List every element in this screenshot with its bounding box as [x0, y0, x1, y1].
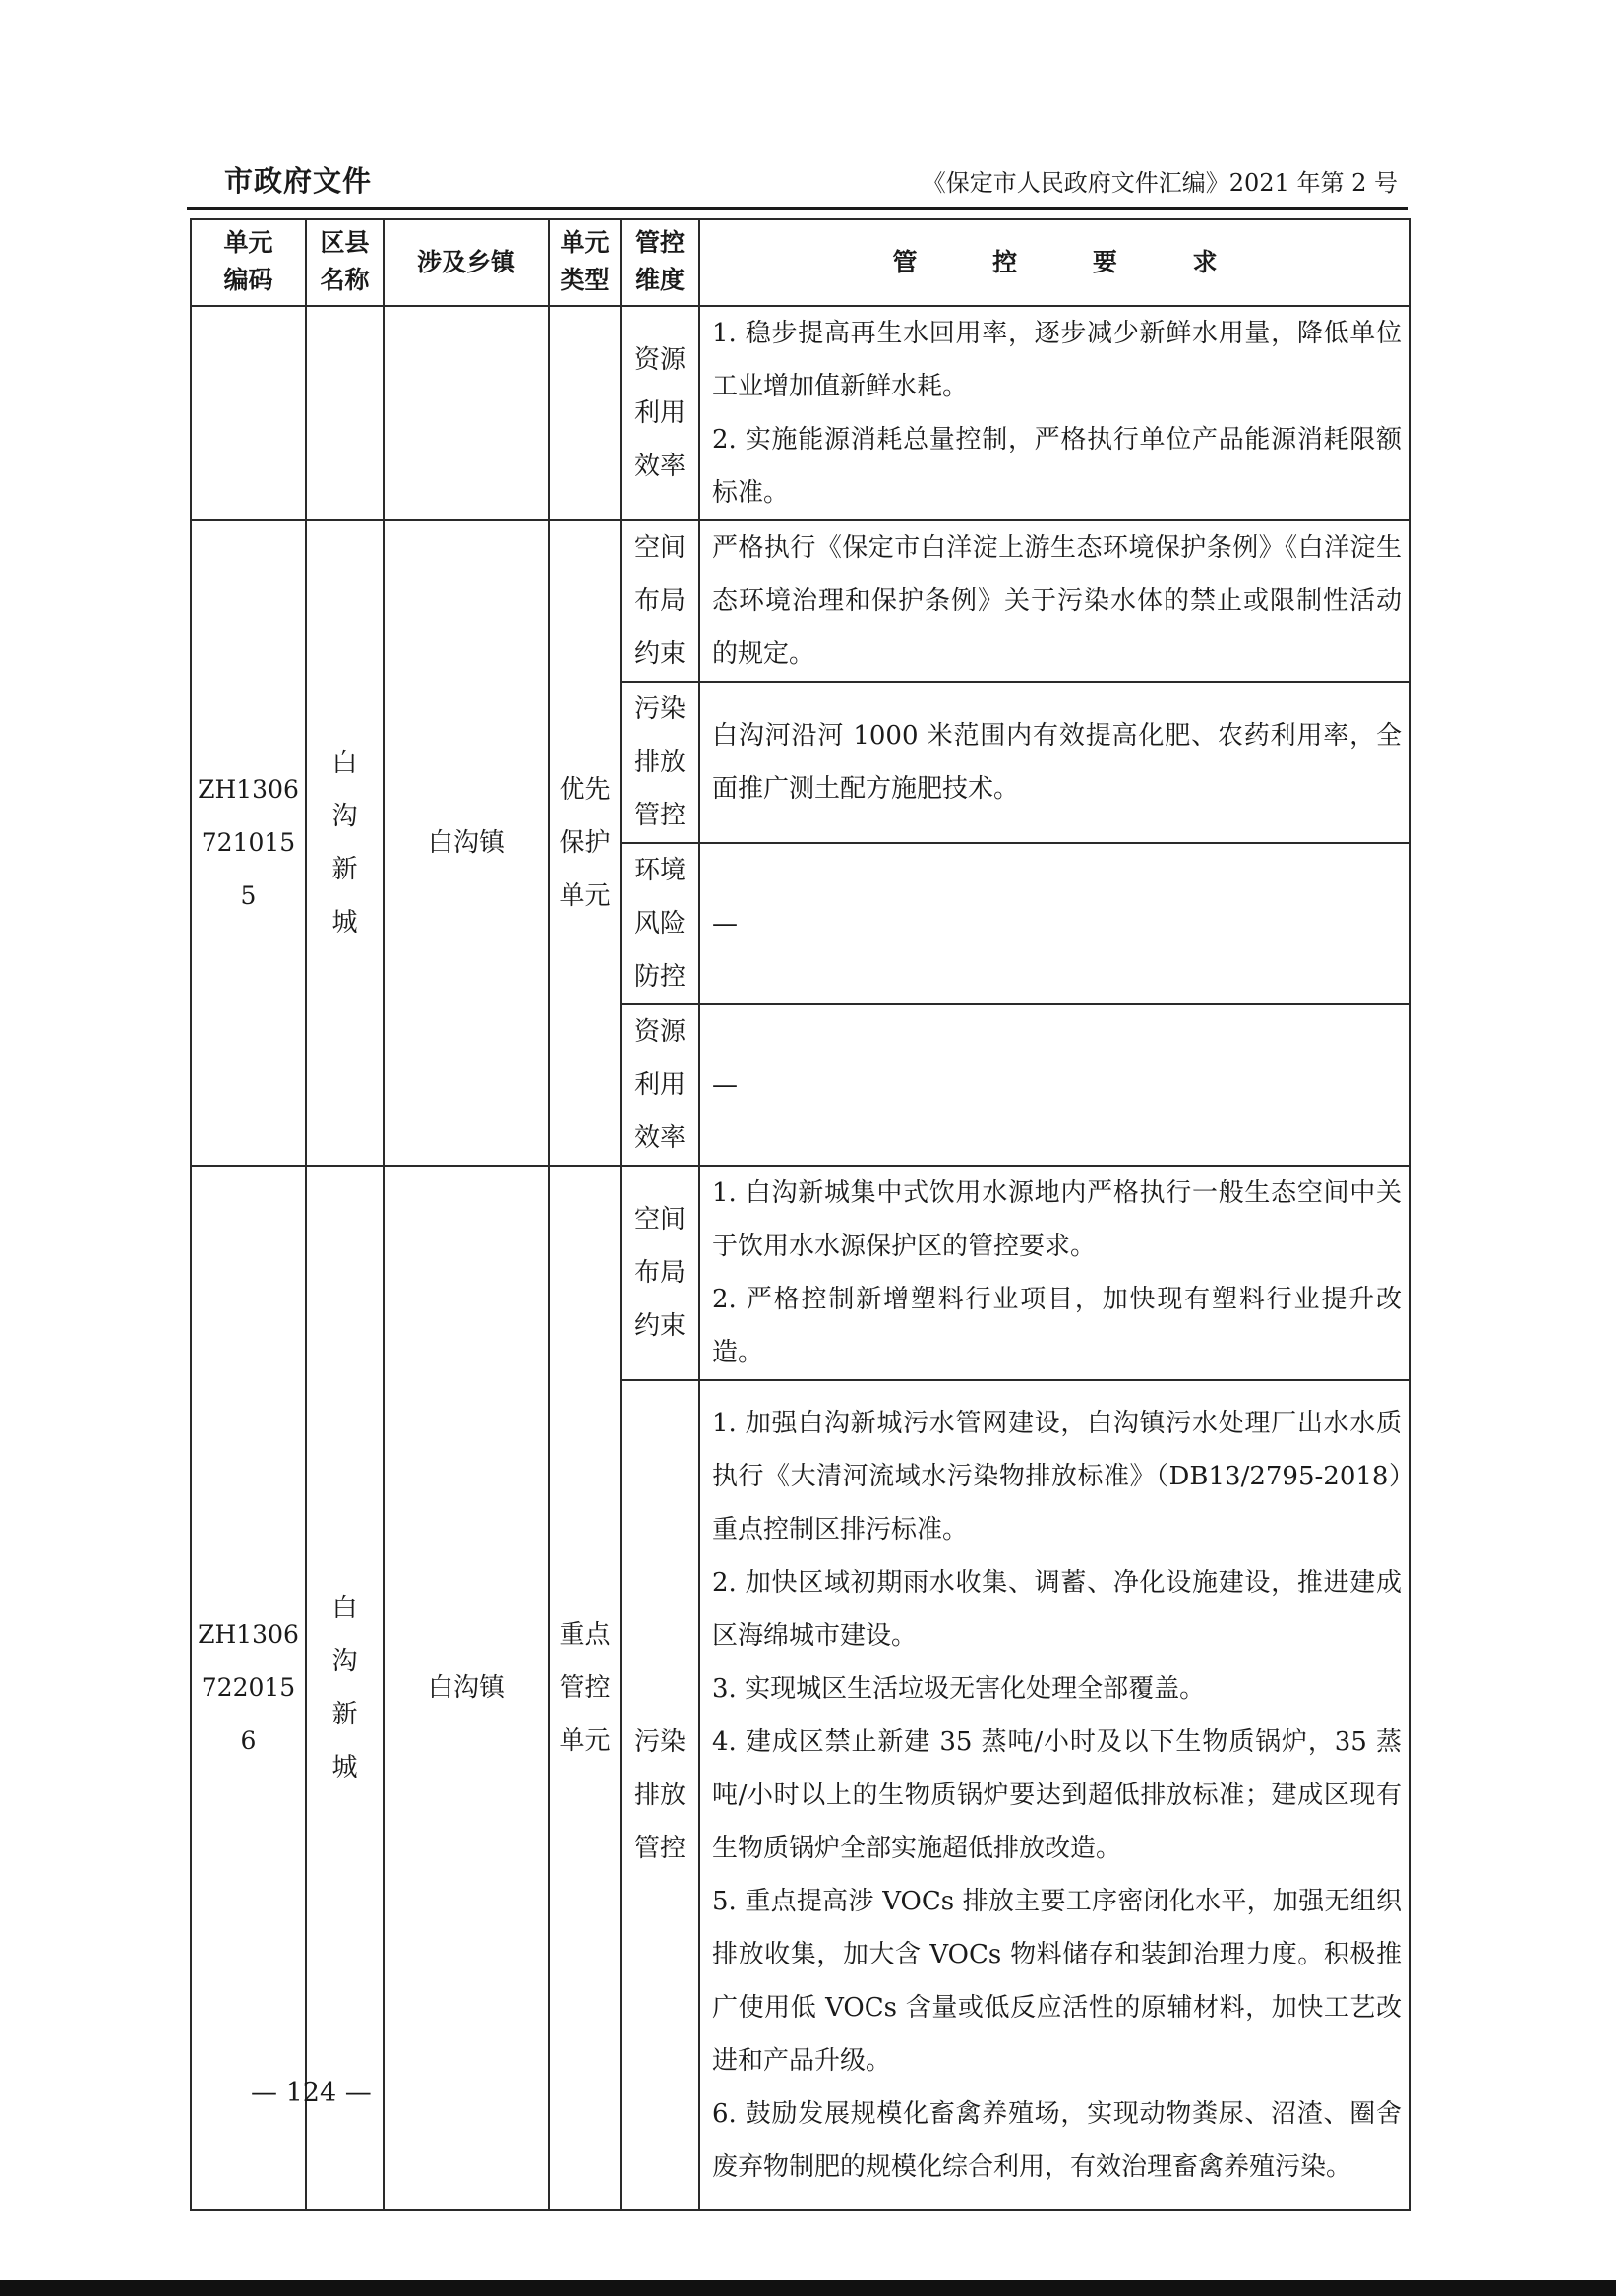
dimension-cell: 污染排放管控: [621, 1380, 699, 2210]
col-header-county: 区县名称: [306, 219, 384, 306]
unit-county: 白沟新城: [306, 1166, 384, 2210]
requirement-cell: 1. 白沟新城集中式饮用水源地内严格执行一般生态空间中关于饮用水水源保护区的管控要求。 2. 严格控制新增塑料行业项目，加快现有塑料行业提升改造。: [699, 1166, 1410, 1380]
col-header-type: 单元类型: [549, 219, 621, 306]
requirement-cell: —: [699, 843, 1410, 1004]
table-header-row: [191, 219, 1410, 306]
col-header-town: 涉及乡镇: [384, 219, 549, 306]
dimension-cell: 空间布局约束: [621, 520, 699, 682]
table-row: [191, 306, 1410, 520]
col-header-dimension: 管控维度: [621, 219, 699, 306]
header-rule: [187, 207, 1408, 210]
requirement-cell: 严格执行《保定市白洋淀上游生态环境保护条例》《白洋淀生态环境治理和保护条例》关于污染水体的禁止或限制性活动的规定。: [699, 520, 1410, 682]
dimension-cell: 环境风险防控: [621, 843, 699, 1004]
dimension-cell: 资源利用效率: [621, 1004, 699, 1166]
dimension-cell: 空间布局约束: [621, 1166, 699, 1380]
scan-edge-bar: [0, 2280, 1616, 2296]
table-row: [191, 520, 1410, 682]
unit-town: 白沟镇: [384, 1166, 549, 2210]
requirement-cell: 1. 稳步提高再生水回用率，逐步减少新鲜水用量，降低单位工业增加值新鲜水耗。 2. 实施能源消耗总量控制，严格执行单位产品能源消耗限额标准。: [699, 306, 1410, 520]
dimension-cell: 资源利用效率: [621, 306, 699, 520]
unit-type: 重点管控单元: [549, 1166, 621, 2210]
table-row: [191, 1166, 1410, 1380]
unit-code: ZH13067210155: [191, 520, 306, 1166]
unit-code: ZH13067220156: [191, 1166, 306, 2210]
requirement-cell: 1. 加强白沟新城污水管网建设，白沟镇污水处理厂出水水质执行《大清河流域水污染物排放标准》（DB13/2795-2018）重点控制区排污标准。 2. 加快区域初期雨水收集、调蓄、净化设施建设，推进建成区海绵城市建设。 3. 实现城区生活垃圾无害化处理全部覆盖。 4. 建成区禁止新建 35 蒸吨/小时及以下生物质锅炉，35 蒸吨/小时以上的生物质锅炉要达到超低排放标准；建成区现有生物质锅炉全部实施超低排放改造。 5. 重点提高涉 VOCs 排放主要工序密闭化水平，加强无组织排放收集，加大含 VOCs 物料储存和装卸治理力度。积极推广使用低 VOCs 含量或低反应活性的原辅材料，加快工艺改进和产品升级。 6. 鼓励发展规模化畜禽养殖场，实现动物粪尿、沼渣、圈舍废弃物制肥的规模化综合利用，有效治理畜禽养殖污染。: [699, 1380, 1410, 2210]
col-header-requirements: 管 控 要 求: [699, 219, 1410, 306]
unit-type: 优先保护单元: [549, 520, 621, 1166]
requirement-cell: 白沟河沿河 1000 米范围内有效提高化肥、农药利用率，全面推广测土配方施肥技术。: [699, 682, 1410, 843]
header-title: 市政府文件: [224, 164, 373, 198]
requirement-cell: —: [699, 1004, 1410, 1166]
control-requirements-table: [190, 218, 1411, 2211]
col-header-code: 单元编码: [191, 219, 306, 306]
unit-town: 白沟镇: [384, 520, 549, 1166]
dimension-cell: 污染排放管控: [621, 682, 699, 843]
unit-county: 白沟新城: [306, 520, 384, 1166]
header-publication: 《保定市人民政府文件汇编》2021 年第 2 号: [922, 169, 1398, 197]
page-number: — 124 —: [251, 2078, 372, 2108]
